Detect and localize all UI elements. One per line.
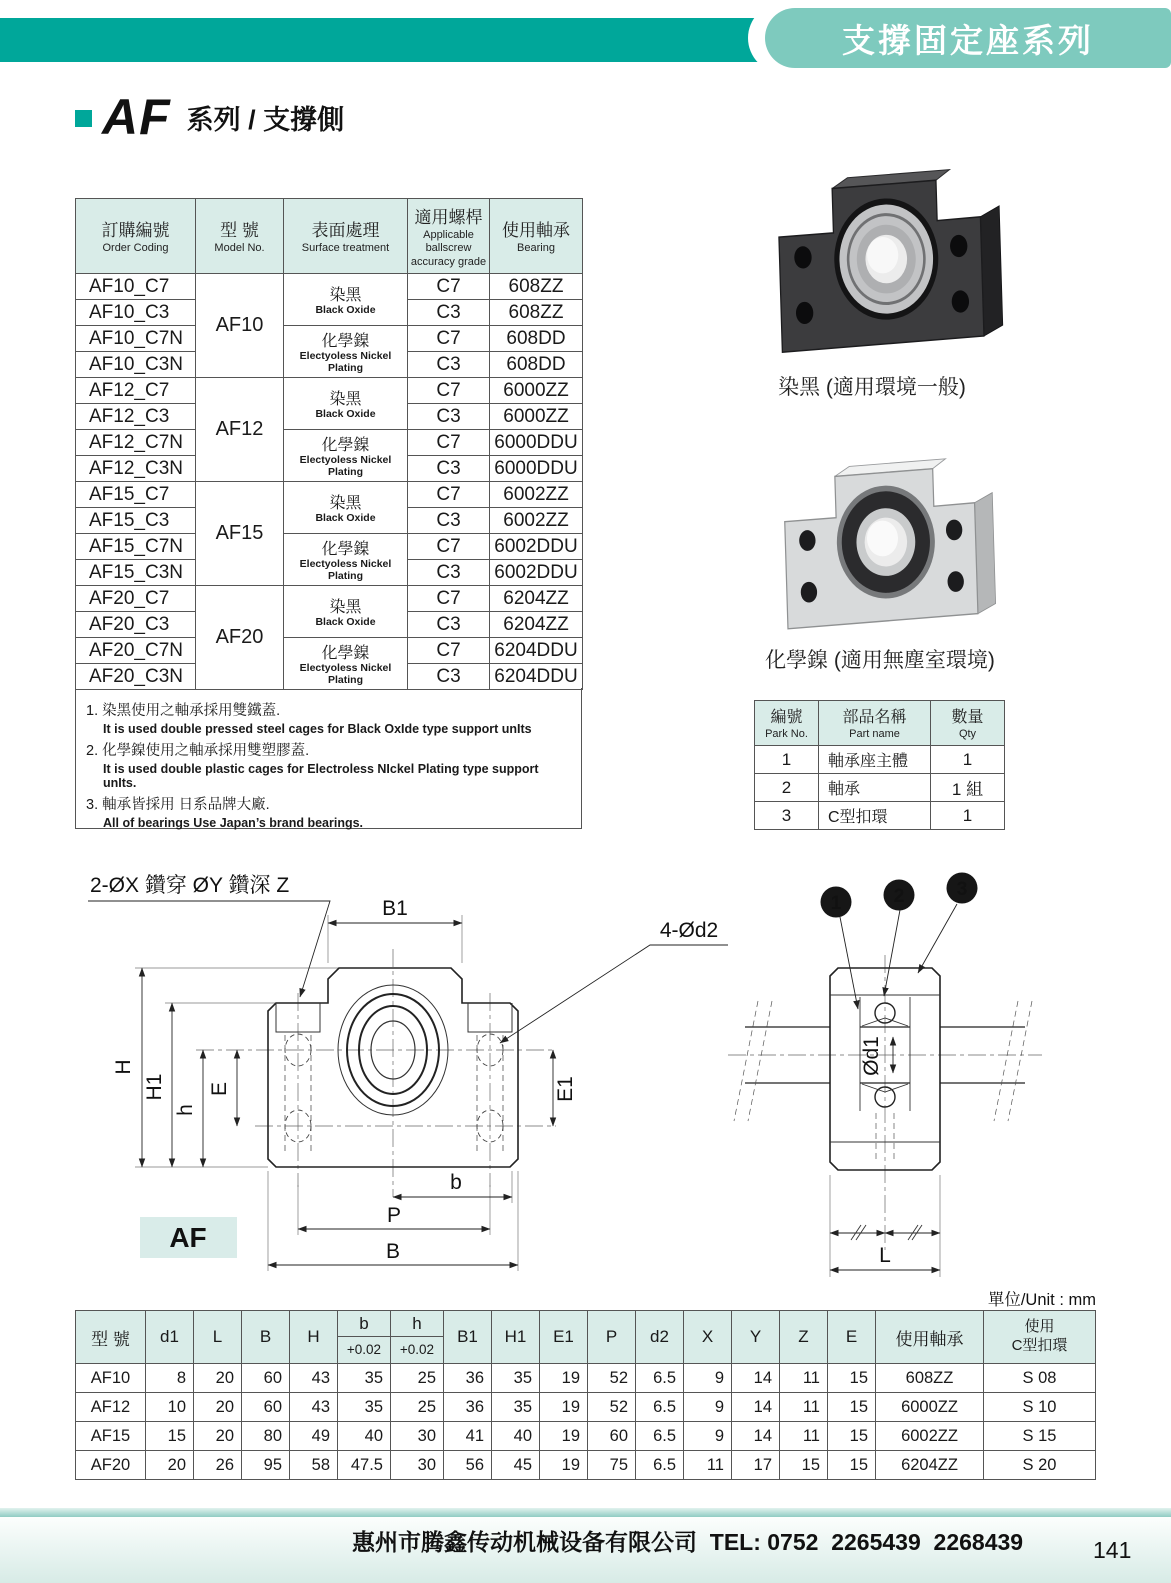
cell: 19: [540, 1364, 588, 1393]
table-row: [76, 1364, 1096, 1393]
order-code: AF12_C7: [76, 378, 196, 404]
col-qty: 數量 Qty: [931, 701, 1005, 746]
col-ring: 使用 C型扣環: [984, 1311, 1096, 1364]
cell: 15: [828, 1451, 876, 1480]
bearing-cell: 6000ZZ: [490, 378, 583, 404]
part-name: C型扣環: [819, 802, 931, 830]
col-d2: d2: [636, 1311, 684, 1364]
cell: 20: [194, 1393, 242, 1422]
bearing-cell: 6000DDU: [490, 430, 583, 456]
bearing-cell: 608ZZ: [490, 300, 583, 326]
table-row: [76, 534, 583, 560]
dim-E1: E1: [554, 1076, 577, 1102]
cell: 9: [684, 1393, 732, 1422]
cell: 6002ZZ: [876, 1422, 984, 1451]
order-code: AF15_C3: [76, 508, 196, 534]
dim-B1: B1: [382, 897, 408, 920]
col-b: b +0.02: [338, 1311, 391, 1364]
spec-table: [75, 198, 583, 690]
cell: 15: [828, 1422, 876, 1451]
col-E1: E1: [540, 1311, 588, 1364]
col-Y: Y: [732, 1311, 780, 1364]
parts-table: [754, 700, 1005, 830]
order-code: AF15_C3N: [76, 560, 196, 586]
surface-cell: 染黑 Black Oxide: [284, 378, 408, 430]
cell: 47.5: [338, 1451, 391, 1480]
col-E: E: [828, 1311, 876, 1364]
cell: 25: [391, 1393, 444, 1422]
grade-cell: C3: [408, 664, 490, 690]
cell: AF20: [76, 1451, 146, 1480]
order-code: AF20_C7N: [76, 638, 196, 664]
table-row: [76, 326, 583, 352]
cell: 14: [732, 1422, 780, 1451]
bearing-cell: 608DD: [490, 352, 583, 378]
col-bearing: 使用軸承: [876, 1311, 984, 1364]
surface-cell: 化學鎳 Electyoless Nickel Plating: [284, 326, 408, 378]
page-number: 141: [1093, 1537, 1132, 1563]
grade-cell: C7: [408, 326, 490, 352]
dim-B: B: [385, 1240, 401, 1263]
cell: 8: [146, 1364, 194, 1393]
col-d1: d1: [146, 1311, 194, 1364]
order-code: AF12_C3N: [76, 456, 196, 482]
cell: 15: [828, 1393, 876, 1422]
order-code: AF12_C7N: [76, 430, 196, 456]
cell: 9: [684, 1364, 732, 1393]
cell: 6.5: [636, 1451, 684, 1480]
cell: 6.5: [636, 1422, 684, 1451]
dim-b: b: [450, 1171, 462, 1194]
black-unit-photo: [758, 158, 1018, 360]
cell: 14: [732, 1364, 780, 1393]
col-model: 型 號: [76, 1311, 146, 1364]
cell: 36: [444, 1393, 492, 1422]
front-view: [88, 901, 728, 1271]
cell: AF10: [76, 1364, 146, 1393]
cell: 80: [242, 1422, 290, 1451]
cell: 6000ZZ: [876, 1393, 984, 1422]
unit-label: 單位/Unit : mm: [987, 1291, 1096, 1309]
bearing-cell: 608DD: [490, 326, 583, 352]
grade-cell: C3: [408, 508, 490, 534]
model-cell: AF12: [196, 378, 284, 482]
series-title: [75, 89, 345, 145]
table-row: [76, 638, 583, 664]
surface-cell: 化學鎳 Electyoless Nickel Plating: [284, 534, 408, 586]
part-no: 2: [755, 774, 819, 802]
cell: 20: [194, 1422, 242, 1451]
surface-cell: 化學鎳 Electyoless Nickel Plating: [284, 430, 408, 482]
cell: 36: [444, 1364, 492, 1393]
cell: 25: [391, 1364, 444, 1393]
table-row: [76, 1393, 1096, 1422]
black-unit-caption: 染黑 (適用環境一般): [778, 376, 966, 399]
table-row: [76, 1451, 1096, 1480]
order-code: AF10_C3: [76, 300, 196, 326]
cell: 43: [290, 1393, 338, 1422]
surface-cell: 化學鎳 Electyoless Nickel Plating: [284, 638, 408, 690]
table-row: [76, 586, 583, 612]
dim-d1: Ød1: [860, 1036, 883, 1076]
bearing-cell: 608ZZ: [490, 274, 583, 300]
cell: 30: [391, 1451, 444, 1480]
cell: 43: [290, 1364, 338, 1393]
note-zh: 2. 化學鎳使用之軸承採用雙塑膠蓋.: [86, 743, 310, 759]
cell: 15: [146, 1422, 194, 1451]
cell: 608ZZ: [876, 1364, 984, 1393]
footer-divider: [0, 1508, 1171, 1517]
cell: 45: [492, 1451, 540, 1480]
col-B1: B1: [444, 1311, 492, 1364]
order-code: AF12_C3: [76, 404, 196, 430]
table-row: [76, 378, 583, 404]
cell: 60: [242, 1364, 290, 1393]
model-cell: AF10: [196, 274, 284, 378]
series-name: AF: [102, 89, 171, 145]
grade-cell: C7: [408, 534, 490, 560]
cell: 26: [194, 1451, 242, 1480]
cell: 58: [290, 1451, 338, 1480]
part-name: 軸承: [819, 774, 931, 802]
cell: 11: [684, 1451, 732, 1480]
col-Z: Z: [780, 1311, 828, 1364]
grade-cell: C7: [408, 638, 490, 664]
cell: 75: [588, 1451, 636, 1480]
col-part-no: 編號 Park No.: [755, 701, 819, 746]
parts-header-row: [755, 701, 1005, 746]
bearing-cell: 6204DDU: [490, 664, 583, 690]
nickel-unit-photo: [765, 448, 1010, 636]
grade-cell: C3: [408, 404, 490, 430]
col-surface: 表面處理 Surface treatment: [284, 199, 408, 274]
bullet-square-icon: [75, 110, 92, 127]
cell: 49: [290, 1422, 338, 1451]
grade-cell: C3: [408, 352, 490, 378]
cell: 30: [391, 1422, 444, 1451]
cell: 14: [732, 1393, 780, 1422]
side-view: [728, 873, 1042, 1278]
grade-cell: C7: [408, 586, 490, 612]
order-code: AF20_C7: [76, 586, 196, 612]
note-zh: 1. 染黑使用之軸承採用雙鐵蓋.: [86, 703, 281, 719]
col-h: h +0.02: [391, 1311, 444, 1364]
table-row: [755, 802, 1005, 830]
col-P: P: [588, 1311, 636, 1364]
order-code: AF15_C7: [76, 482, 196, 508]
col-order-coding: 訂購編號 Order Coding: [76, 199, 196, 274]
col-B: B: [242, 1311, 290, 1364]
cell: 20: [146, 1451, 194, 1480]
cell: 19: [540, 1422, 588, 1451]
part-qty: 1 組: [931, 774, 1005, 802]
cell: 40: [492, 1422, 540, 1451]
table-row: [76, 482, 583, 508]
order-code: AF10_C3N: [76, 352, 196, 378]
table-row: [76, 1422, 1096, 1451]
part-no: 3: [755, 802, 819, 830]
cell: 10: [146, 1393, 194, 1422]
banner-title: 支撐固定座系列: [842, 21, 1094, 59]
cell: 41: [444, 1422, 492, 1451]
cell: 35: [492, 1364, 540, 1393]
note-en: All of bearings Use Japan’s brand bearings.: [103, 816, 364, 830]
af-label: AF: [169, 1222, 207, 1253]
cell: S 15: [984, 1422, 1096, 1451]
note-en: It is used double pressed steel cages for Black OxIde type support unIts: [103, 722, 532, 736]
cell: 6204ZZ: [876, 1451, 984, 1480]
bearing-cell: 6002ZZ: [490, 508, 583, 534]
cell: 52: [588, 1393, 636, 1422]
dims-header-row: [76, 1311, 1096, 1364]
grade-cell: C7: [408, 274, 490, 300]
table-row: [76, 430, 583, 456]
surface-cell: 染黑 Black Oxide: [284, 274, 408, 326]
cell: 35: [492, 1393, 540, 1422]
bearing-cell: 6000ZZ: [490, 404, 583, 430]
order-code: AF15_C7N: [76, 534, 196, 560]
order-code: AF10_C7N: [76, 326, 196, 352]
cell: 60: [242, 1393, 290, 1422]
leader-label-top: 2-ØX 鑽穿 ØY 鑽深 Z: [90, 874, 290, 897]
part-qty: 1: [931, 746, 1005, 774]
grade-cell: C3: [408, 612, 490, 638]
cell: 11: [780, 1393, 828, 1422]
bearing-cell: 6002ZZ: [490, 482, 583, 508]
series-suffix: 系列 / 支撐側: [186, 105, 345, 135]
bearing-cell: 6002DDU: [490, 534, 583, 560]
leader-label-holes: 4-Ød2: [659, 919, 719, 942]
order-code: AF20_C3: [76, 612, 196, 638]
col-H1: H1: [492, 1311, 540, 1364]
cell: 35: [338, 1393, 391, 1422]
bearing-cell: 6204DDU: [490, 638, 583, 664]
bearing-cell: 6000DDU: [490, 456, 583, 482]
dim-h: h: [174, 1104, 197, 1116]
cell: S 10: [984, 1393, 1096, 1422]
callout-1-number: 1: [830, 893, 842, 914]
cell: 40: [338, 1422, 391, 1451]
notes-box: [75, 688, 582, 829]
cell: 11: [780, 1364, 828, 1393]
cell: S 20: [984, 1451, 1096, 1480]
cell: 17: [732, 1451, 780, 1480]
dim-E: E: [208, 1081, 231, 1097]
bearing-cell: 6204ZZ: [490, 612, 583, 638]
table-row: [76, 274, 583, 300]
cell: 6.5: [636, 1364, 684, 1393]
dim-H: H: [112, 1059, 135, 1075]
footer-company: 惠州市腾鑫传动机械设备有限公司 TEL: 0752 2265439 2268439: [352, 1529, 1024, 1555]
col-model-no: 型 號 Model No.: [196, 199, 284, 274]
part-no: 1: [755, 746, 819, 774]
callout-3-number: 3: [956, 879, 968, 900]
note-zh: 3. 軸承皆採用 日系品牌大廠.: [86, 797, 270, 813]
surface-cell: 染黑 Black Oxide: [284, 586, 408, 638]
nickel-unit-caption: 化學鎳 (適用無塵室環境): [765, 649, 995, 672]
cell: 60: [588, 1422, 636, 1451]
grade-cell: C7: [408, 430, 490, 456]
note-en: It is used double plastic cages for Electroless NIckel Plating type support unIts.: [103, 762, 539, 790]
grade-cell: C7: [408, 378, 490, 404]
table-row: [755, 774, 1005, 802]
cell: 19: [540, 1393, 588, 1422]
grade-cell: C3: [408, 300, 490, 326]
cell: 6.5: [636, 1393, 684, 1422]
dimension-table: [75, 1310, 1096, 1480]
order-code: AF10_C7: [76, 274, 196, 300]
dim-L: L: [879, 1244, 891, 1267]
part-qty: 1: [931, 802, 1005, 830]
order-code: AF20_C3N: [76, 664, 196, 690]
grade-cell: C3: [408, 560, 490, 586]
cell: 11: [780, 1422, 828, 1451]
col-L: L: [194, 1311, 242, 1364]
cell: 15: [828, 1364, 876, 1393]
dim-H1: H1: [143, 1073, 166, 1101]
banner-panel: [765, 8, 1171, 68]
grade-cell: C7: [408, 482, 490, 508]
surface-cell: 染黑 Black Oxide: [284, 482, 408, 534]
dim-P: P: [386, 1204, 402, 1227]
col-part-name: 部品名稱 Part name: [819, 701, 931, 746]
cell: AF12: [76, 1393, 146, 1422]
col-bearing: 使用軸承 Bearing: [490, 199, 583, 274]
technical-drawing: [0, 845, 1171, 1290]
col-grade: 適用螺桿 Applicable ballscrew accuracy grade: [408, 199, 490, 274]
model-cell: AF15: [196, 482, 284, 586]
cell: 35: [338, 1364, 391, 1393]
bearing-cell: 6002DDU: [490, 560, 583, 586]
bearing-cell: 6204ZZ: [490, 586, 583, 612]
cell: 15: [780, 1451, 828, 1480]
cell: 95: [242, 1451, 290, 1480]
cell: 19: [540, 1451, 588, 1480]
spec-header-row: [76, 199, 583, 274]
cell: 20: [194, 1364, 242, 1393]
col-X: X: [684, 1311, 732, 1364]
cell: 52: [588, 1364, 636, 1393]
cell: AF15: [76, 1422, 146, 1451]
cell: 9: [684, 1422, 732, 1451]
callout-2-number: 2: [893, 886, 905, 907]
cell: 56: [444, 1451, 492, 1480]
grade-cell: C3: [408, 456, 490, 482]
table-row: [755, 746, 1005, 774]
cell: S 08: [984, 1364, 1096, 1393]
col-H: H: [290, 1311, 338, 1364]
model-cell: AF20: [196, 586, 284, 690]
part-name: 軸承座主體: [819, 746, 931, 774]
